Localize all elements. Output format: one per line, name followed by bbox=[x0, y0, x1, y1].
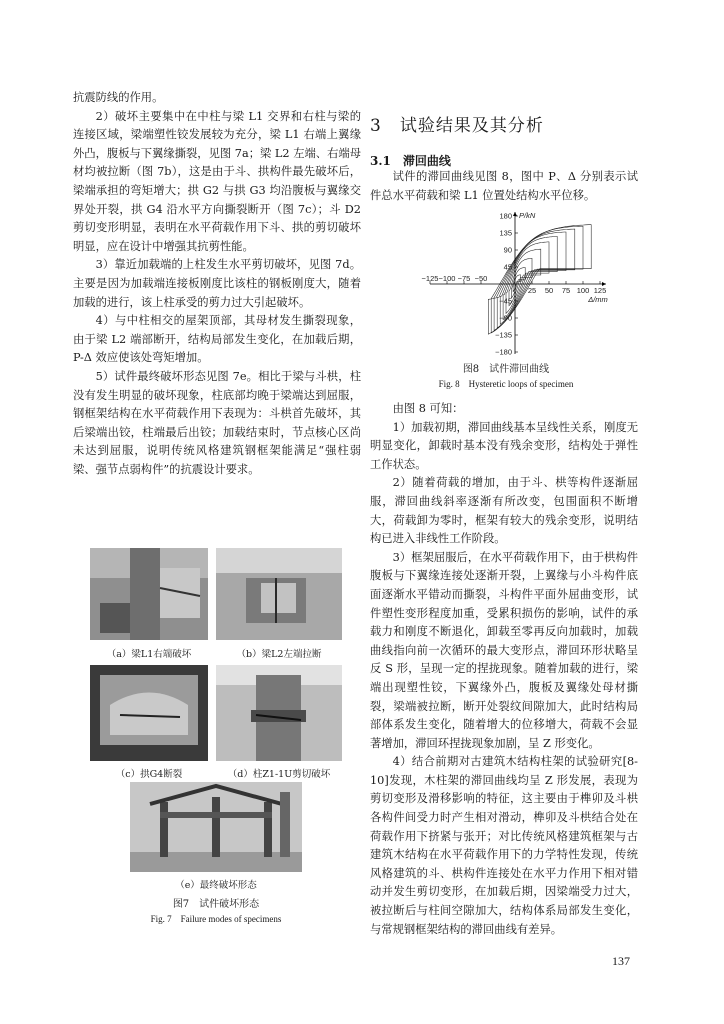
x-tick-label: 75 bbox=[561, 286, 571, 295]
right-paragraph: 3）框架屈服后，在水平荷载作用下，由于栱构件腹板与下翼缘连接处逐渐开裂，上翼缘与小斗构件底面逐渐水平错动而撕裂，斗构件平面外屈曲变形，试件塑性变形程度加重，受累积损伤的影响，试件的承载力和刚度不断退化，卸载至零再反向加载时，加载曲线指向前一次循环的最大变形点，滞回环形状略呈反 S 形，呈现一定的捏拢现象。随着加载的进行，梁端出现塑性铰，下翼缘外凸，腹板及翼缘处母材撕裂，梁端被拉断，断开处裂纹间隙加大，此时结构局部体系发生变化，随着增大的位移增大，荷载不会显著增加，滞回环捏拢现象加剧，呈 Z 形变化。 bbox=[370, 550, 638, 750]
x-tick-label: −50 bbox=[474, 274, 488, 283]
x-tick-label: −75 bbox=[457, 274, 471, 283]
right-paragraph: 1）加载初期，滞回曲线基本呈线性关系，刚度无明显变化，卸载时基本没有残余变形，结构处于弹性工作状态。 bbox=[370, 420, 638, 471]
subcaption-e: （e）最终破坏形态 bbox=[175, 880, 257, 891]
x-tick-label: 125 bbox=[593, 286, 607, 295]
y-tick-label: 180 bbox=[499, 211, 512, 221]
y-axis-label: P/kN bbox=[519, 211, 536, 220]
section-heading bbox=[370, 111, 544, 136]
subcaption-b: （b）梁L2左端拉断 bbox=[236, 649, 322, 660]
figure7-caption-en: Fig. 7 Failure modes of specimens bbox=[150, 914, 282, 924]
y-tick-label: 135 bbox=[499, 228, 512, 238]
subcaption-d: （d）柱Z1-1U剪切破坏 bbox=[227, 769, 331, 780]
left-column bbox=[73, 89, 361, 479]
left-paragraph: 2）破坏主要集中在中柱与梁 L1 交界和右柱与梁的连接区域，梁端塑性铰发展较为充分，梁 L1 右端上翼缘外凸，腹板与下翼缘撕裂，见图 7a；梁 L2 左端、右端母材均被拉断（图 7b），这是由于斗、拱构件最先破坏后，梁端承担的弯矩增大；拱 G2 与拱 G3 均沿腹板与翼缘交界处开裂，拱 G4 沿水平方向撕裂断开（图 7c）；斗 D2 剪切变形明显，表明在水平荷载作用下斗、拱的剪切破坏明显，应在设计中增强其抗剪性能。 bbox=[73, 109, 361, 253]
subcaption-c: （c）拱G4断裂 bbox=[115, 769, 183, 780]
photo-arch-g4 bbox=[90, 665, 208, 761]
right-paragraph: 4）结合前期对古建筑木结构柱架的试验研究[8-10]发现，木柱架的滞回曲线均呈 Z 形发展，表现为剪切变形及滑移影响的特征，这主要由于榫卯及斗栱各构件间受力时产生相对滑动，榫卯及斗栱结合处在荷载作用下挤紧与张开；对比传统风格建筑框架与古建筑木结构在水平荷载作用下的力学特性发现，传统风格建筑的斗、栱构件连接处在水平力作用下相对错动并发生剪切变形，在加载后期，因梁端受力过大，被拉断后与柱间空隙加大，结构体系局部发生变化，与常规钢框架结构的滞回曲线有差异。 bbox=[370, 755, 638, 936]
y-tick-label: 90 bbox=[503, 245, 512, 255]
y-tick-label: 45 bbox=[503, 262, 512, 272]
x-axis-label: Δ/mm bbox=[588, 295, 608, 304]
page-number: 137 bbox=[612, 954, 630, 968]
subcaption-a: （a）梁L1右端破坏 bbox=[106, 649, 192, 660]
x-tick-label: −125 bbox=[421, 274, 439, 283]
y-tick-label: −135 bbox=[495, 330, 512, 340]
y-axis-arrow bbox=[513, 212, 517, 216]
y-tick-label: −90 bbox=[499, 313, 512, 323]
left-paragraph: 抗震防线的作用。 bbox=[73, 91, 164, 104]
x-tick-label: 100 bbox=[576, 286, 590, 295]
x-tick-label: −100 bbox=[438, 274, 456, 283]
x-tick-label: 25 bbox=[527, 286, 537, 295]
section-title: 试验结果及其分析 bbox=[399, 116, 544, 136]
left-paragraph: 4）与中柱相交的屋架顶部，其母材发生撕裂现象，由于梁 L2 端部断开，结构局部发生变化，在加载后期，P-Δ 效应使该处弯矩增加。 bbox=[73, 314, 361, 365]
photo-final-failure bbox=[130, 782, 302, 872]
left-paragraph: 3）靠近加载端的上柱发生水平剪切破坏，见图 7d。主要是因为加载端连接板刚度比该柱的钢板刚度大，随着加载的进行，该上柱承受的剪力过大引起破坏。 bbox=[73, 258, 361, 309]
subsection-number: 3.1 bbox=[370, 154, 391, 168]
photo-beam-l2 bbox=[216, 548, 342, 640]
section-number: 3 bbox=[370, 116, 382, 136]
photo-column-z1 bbox=[216, 665, 342, 761]
x-tick-label: 50 bbox=[544, 286, 554, 295]
y-tick-label: −180 bbox=[495, 347, 512, 357]
photo-beam-l1 bbox=[90, 548, 208, 640]
hysteresis-chart bbox=[400, 208, 612, 360]
figure7-caption: 图7 试件破坏形态 bbox=[172, 899, 260, 910]
left-paragraph: 5）试件最终破坏形态见图 7e。相比于梁与斗栱，柱没有发生明显的破坏现象，柱底部均晚于梁端达到屈服，钢框架结构在水平荷载作用下表现为：斗栱首先破坏，其后梁端出铰，柱端最后出铰；加载结束时，节点核心区尚未达到屈服，说明传统风格建筑钢框架能满足“强柱弱梁、强节点弱构件”的抗震设计要求。 bbox=[73, 369, 361, 476]
subsection-heading bbox=[370, 152, 451, 169]
intro-paragraph: 试件的滞回曲线见图 8，图中 P、Δ 分别表示试件总水平荷载和梁 L1 位置处结构水平位移。 bbox=[370, 170, 638, 202]
figure8-caption-en: Fig. 8 Hysteretic loops of specimen bbox=[438, 379, 574, 389]
right-column bbox=[370, 400, 638, 939]
right-paragraph: 由图 8 可知： bbox=[392, 402, 464, 415]
figure8-caption: 图8 试件滞回曲线 bbox=[462, 364, 550, 375]
subsection-title: 滞回曲线 bbox=[402, 154, 451, 168]
y-tick-label: −45 bbox=[499, 296, 512, 306]
right-paragraph: 2）随着荷载的增加，由于斗、栱等构件逐渐屈服，滞回曲线斜率逐渐有所改变，包围面积不断增大，荷载卸为零时，框架有较大的残余变形，说明结构已进入非线性工作阶段。 bbox=[370, 476, 638, 546]
